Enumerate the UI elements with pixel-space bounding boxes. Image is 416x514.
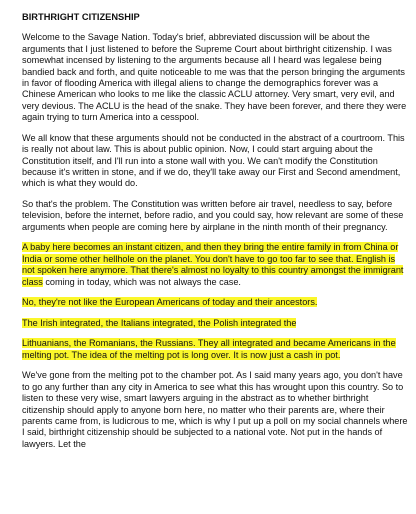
document-page (22, 12, 410, 459)
paragraph-courtroom: We all know that these arguments should not be conducted in the abstract of a courtroom. This is really not about law. This is about public opinion. Now, I could start arguing about the Constitution itself, and I'll run into a stone wall with you. We can't modify the Constitution because it's written in stone, and if we do, they'll take away our First and Second amendment, which is what they would do. (22, 132, 405, 189)
highlighted-text: A baby here becomes an instant citizen, and then they bring the entire family in from China or India or some other hellhole on the planet. (22, 242, 399, 264)
paragraph-chamber-pot: We've gone from the melting pot to the chamber pot. As I said many years ago, you don't have to go any further than any city in America to see what this has wrought upon this country. So to listen to these very wise, smart lawyers arguing in the abstract as to whether birthright citizenship should apply to anyone born here, no matter who their parents are, where their parents came from, is ludicrous to me, which is why I put up a poll on my social channels where I said, birthright citizenship should be subjected to a national vote. Not put in the hands of lawyers. Let the (22, 370, 408, 449)
paragraph-european-americans (22, 297, 410, 308)
paragraph-intro: Welcome to the Savage Nation. Today's brief, abbreviated discussion will be about the arguments that I just listened to before the Supreme Court about birthright citizenship. I was somewhat incensed by listening to the arguments because all I heard was legalese being bandied back and forth, and quite noticeable to me was that the person bringing the arguments in favor of flooding America with illegal aliens to change the demographics forever was a Chinese American who looks to me like the classic ACLU attorney. Very smart, very evil, and very devious. The ACLU is the head of the snake. They have been forever, and there they were again trying to turn America into a cesspool. (22, 32, 407, 123)
paragraph-instant-citizen (22, 242, 410, 288)
paragraph-melting-pot (22, 338, 410, 361)
highlighted-text: The Irish integrated, the Italians integrated, the Polish integrated the (22, 317, 297, 328)
paragraph-constitution: So that's the problem. The Constitution was written before air travel, needless to say, before television, before the internet, before radio, and you could say, how relevant are some of these arguments when people are coming here by airplane in the ninth month of their pregnancy. (22, 199, 404, 232)
highlighted-text: No, they're not like the European Americans of today and their ancestors. (22, 297, 318, 308)
paragraph-text: coming in today, which was not always the case. (42, 276, 241, 287)
highlighted-text: Lithuanians, the Romanians, the Russians. They all integrated and became Americans in the melting pot. The idea of the melting pot is long over. It is now just a cash in pot. (22, 338, 396, 360)
paragraph-irish-integrated (22, 318, 410, 329)
document-title: BIRTHRIGHT CITIZENSHIP (22, 12, 140, 22)
highlighted-text: You don't have to go too far to see that. English is not spoken here anymore. That there's almost no loyalty to this country amongst the immigrant class (22, 253, 404, 287)
